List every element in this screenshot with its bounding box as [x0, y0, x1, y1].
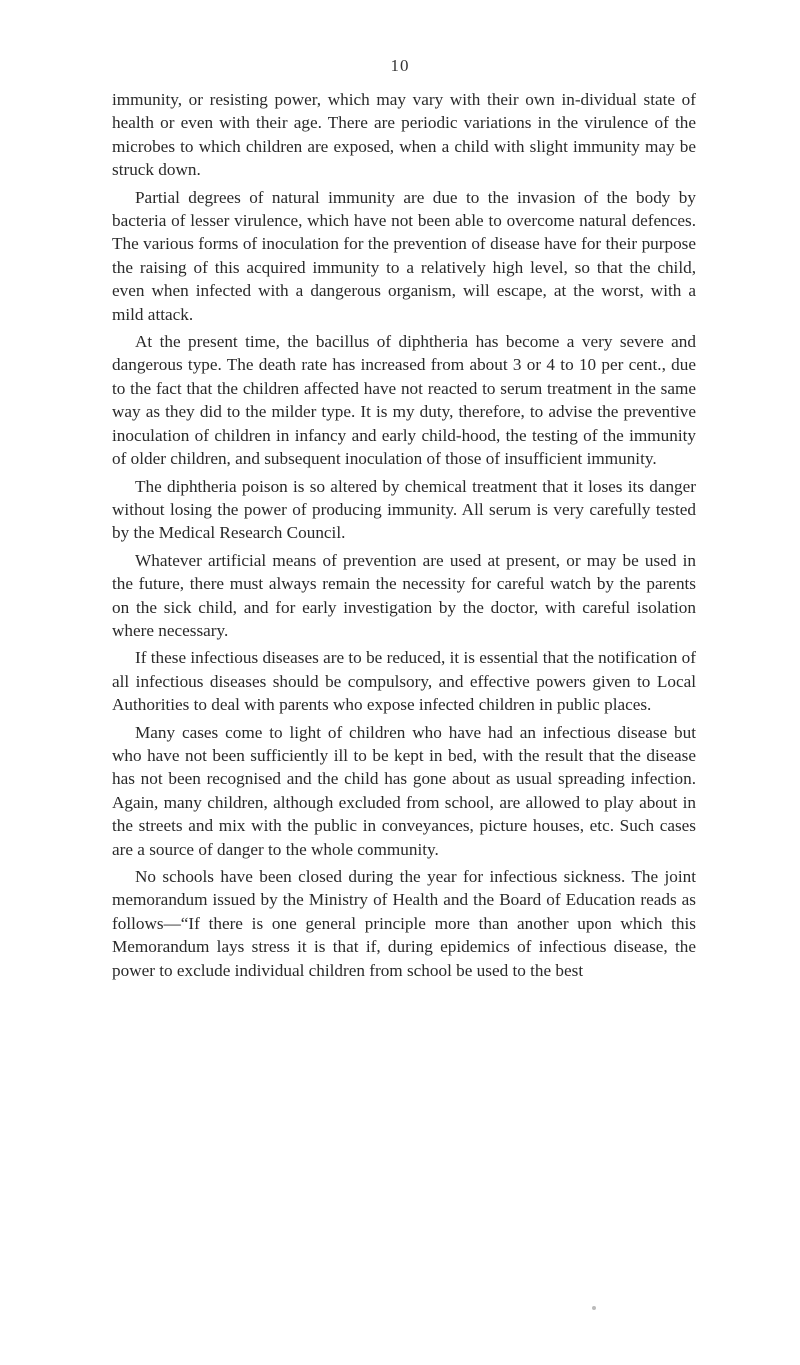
paragraph-artificial-prevention: Whatever artificial means of prevention are used at present, or may be used in the future, there must always remain the necessity for careful watch by the parents on the sick child, and for early investigation by the doctor, with careful isolation where necessary.	[112, 550, 696, 640]
paragraph-partial-immunity: Partial degrees of natural immunity are due to the invasion of the body by bacteria of lesser virulence, which have not been able to overcome natural defences. The various forms of inoculation for the prevention of disease have for their purpose the raising of this acquired immunity to a relatively high level, so that the child, even when infected with a dangerous organism, will escape, at the worst, with a mild attack.	[112, 187, 696, 324]
paragraph-diphtheria-bacillus: At the present time, the bacillus of diphtheria has become a very severe and dangerous type. The death rate has increased from about 3 or 4 to 10 per cent., due to the fact that the children affected have not reacted to serum treatment in the same way as they did to the milder type. It is my duty, therefore, to advise the preventive inoculation of children in infancy and early child-hood, the testing of the immunity of older children, and subsequent inoculation of those of insufficient immunity.	[112, 332, 696, 469]
paragraph-schools-memorandum: No schools have been closed during the year for infectious sickness. The joint memorandum issued by the Ministry of Health and the Board of Education reads as follows—“If there is one general principle more than another upon which this Memorandum lays stress it is that if, during epidemics of infectious disease, the power to exclude individual children from school be used to the best	[112, 867, 696, 980]
paragraph-immunity-continued: immunity, or resisting power, which may vary with their own in-dividual state of health or even with their age. There are periodic variations in the virulence of the microbes to which children are exposed, when a child with slight immunity may be struck down.	[112, 90, 696, 180]
paragraph-undetected-cases: Many cases come to light of children who have had an infectious disease but who have not been sufficiently ill to be kept in bed, with the result that the disease has not been recognised and the child has gone about as usual spreading infection. Again, many children, although excluded from school, are allowed to play about in the streets and mix with the public in conveyances, picture houses, etc. Such cases are a source of danger to the whole community.	[112, 722, 696, 859]
body-text	[112, 88, 696, 986]
paragraph-notification: If these infectious diseases are to be reduced, it is essential that the notification of all infectious diseases should be compulsory, and effective powers given to Local Authorities to deal with parents who expose infected children in public places.	[112, 648, 696, 715]
page-number: 10	[390, 56, 410, 75]
paragraph-diphtheria-poison: The diphtheria poison is so altered by chemical treatment that it loses its danger without losing the power of producing immunity. All serum is very carefully tested by the Medical Research Council.	[112, 476, 696, 543]
print-speck	[592, 1306, 596, 1310]
